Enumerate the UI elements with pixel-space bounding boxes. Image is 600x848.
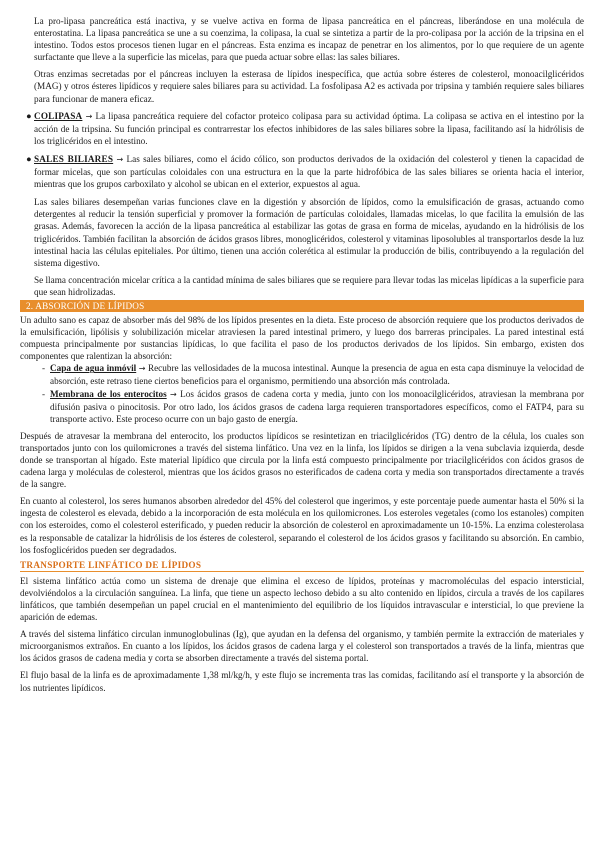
- arrow-right-icon: →: [138, 364, 146, 374]
- sales-paragraph-2: Se llama concentración micelar crítica a la cantidad mínima de sales biliares que se requiere para llevar todas las micelas lipídicas a la superficie para que sean hidrolizadas.: [34, 274, 584, 297]
- item-term: Capa de agua inmóvil: [50, 363, 137, 374]
- bullet-sales-biliares: [20, 153, 584, 190]
- sales-section: [20, 196, 584, 298]
- arrow-right-icon: →: [116, 154, 124, 164]
- item-term: Membrana de los enterocitos: [50, 388, 167, 399]
- section-heading-absorcion: 2. ABSORCIÓN DE LÍPIDOS: [20, 300, 584, 312]
- absorcion-paragraph-2: Después de atravesar la membrana del enterocito, los productos lipídicos se resintetizan en triacilglicéridos (TG) dentro de la célula, los cuales son transportados junto con los quilomicrones a través del sistema linfático. Una vez en la linfa, los lípidos se dirigen a la vena subclavia izquierda, desde donde se transportan al hígado. Este material lipídico que circula por la linfa está compuesto principalmente por triacilglicéridos con ácidos grasos de cadena larga y moléculas de colesterol, mientras que los ácidos grasos no esterificados de cadena corta y media son transportados directamente a través de la sangre.: [20, 430, 584, 490]
- bullet-colipasa: [20, 110, 584, 147]
- bullet-term: COLIPASA: [34, 110, 83, 121]
- bullet-dot-icon: ●: [26, 110, 32, 121]
- bullet-term: SALES BILIARES: [34, 153, 114, 164]
- bullet-dot-icon: ●: [26, 153, 32, 164]
- sales-paragraph-1: Las sales biliares desempeñan varias funciones clave en la digestión y absorción de lípidos, como la emulsificación de grasas, actuando como detergentes al reducir la tensión superficial y promover la formación de partículas coloidales, llamadas micelas, lo que facilita la emulsión de las grasas. Además, favorecen la acción de la lipasa pancreática al estabilizar las gotas de grasa en forma de micelas, ayudando en la hidrólisis de los triglicéridos. También facilitan la absorción de ácidos grasos libres, monoglicéridos, colesterol y vitaminas liposolubles al transportarlos desde la luz intestinal hacia las células epiteliales. Por último, tienen una acción colerética al estimular la producción de bilis, contribuyendo a la regulación del sistema digestivo.: [34, 197, 584, 268]
- item-text: Recubre las vellosidades de la mucosa intestinal. Aunque la presencia de agua en esta capa disminuye la velocidad de absorción, este retraso tiene ciertos beneficios para el organismo, permitiendo una absorción más controlada.: [50, 363, 585, 387]
- section-heading-transporte: TRANSPORTE LINFÁTICO DE LÍPIDOS: [20, 559, 584, 572]
- arrow-right-icon: →: [170, 389, 177, 399]
- intro-paragraph-1: La pro-lipasa pancreática está inactiva, y se vuelve activa en forma de lipasa pancreática en el páncreas, liberándose en una molécula de enterostatina. La lipasa pancreática se une a su coenzima, la colipasa, la cual se sintetiza a partir de la pro-colipasa por la acción de la tripsina en el intestino. Todos estos procesos tienen lugar en el páncreas. Esta enzima es incapaz de penetrar en los alimentos, por lo que requiere de un agente surfactante que lleve a la superficie las micelas, para que pueda actuar sobre ellas: las sales biliares.: [34, 16, 584, 63]
- absorcion-paragraph-1: Un adulto sano es capaz de absorber más del 98% de los lípidos presentes en la dieta. Este proceso de absorción requiere que los productos derivados de la emulsificación, lipólisis y solubilización micelar atraviesen la pared intestinal primero, y luego dos barreras principales. La pared intestinal está compuesta principalmente por sustancias lipídicas, lo que facilita el paso de los productos derivados de los lípidos. Sin embargo, existen dos componentes que ralentizan la absorción:: [20, 314, 584, 362]
- absorcion-item-membrana: [20, 388, 584, 425]
- transporte-paragraph-2: A través del sistema linfático circulan inmunoglobulinas (Ig), que ayudan en la defensa del organismo, y también permite la extracción de materiales y microorganismos extraños. En cuanto a los lípidos, los ácidos grasos de cadena larga y el colesterol son transportados a través de la linfa, mientras que los ácidos grasos de cadena media y corta se absorben directamente a través del sistema portal.: [20, 629, 584, 664]
- item-text: Los ácidos grasos de cadena corta y media, junto con los monoacilglicéridos, atraviesan la membrana por difusión pasiva o pinocitosis. Por otro lado, los ácidos grasos de cadena larga requieren transportadores específicos, como el FATP4, para su transporte activo. Este proceso ocurre con un bajo gasto de energía.: [50, 388, 585, 424]
- dash-marker: -: [42, 363, 46, 374]
- transporte-paragraph-3: El flujo basal de la linfa es de aproximadamente 1,38 ml/kg/h, y este flujo se incrementa tras las comidas, facilitando así el transporte y la absorción de los nutrientes lipídicos.: [20, 670, 584, 693]
- arrow-right-icon: →: [85, 111, 93, 121]
- intro-paragraph-2: Otras enzimas secretadas por el páncreas incluyen la esterasa de lípidos inespecífica, que actúa sobre ésteres de colesterol, monoacilglicéridos (MAG) y otros ésteres lipídicos y requiere sales biliares para su actividad. La fosfolipasa A2 es activada por tripsina y también requiere sales biliares para funcionar de manera eficaz.: [34, 69, 584, 104]
- dash-marker: -: [42, 388, 46, 399]
- absorcion-paragraph-3: En cuanto al colesterol, los seres humanos absorben alrededor del 45% del colesterol que ingerimos, y este porcentaje puede aumentar hasta el 50% si la ingesta de colesterol es elevada, debido a la incorporación de esta molécula en los quilomicrones. Los esteroles vegetales (como los estanoles) compiten con los esteroides, como el colesterol esterificado, y pueden reducir la absorción de colesterol en aproximadamente un 10-15%. La enzima colesterolasa es la responsable de catalizar la hidrólisis de los ésteres de colesterol, separando el colesterol de los ácidos grasos y facilitando su absorción. En cambio, los fosfoglicéridos pueden ser degradados.: [20, 496, 584, 555]
- absorcion-item-capa-agua: [20, 362, 584, 387]
- intro-section: [20, 15, 584, 105]
- bullet-text: La lipasa pancreática requiere del cofactor proteico colipasa para su actividad óptima. La colipasa se activa en el intestino por la acción de la tripsina. Su función principal es contrarrestar los efectos inhibidores de las sales biliares sobre la lipasa, facilitando así la hidrólisis de los triglicéridos en el intestino.: [34, 110, 585, 146]
- bullet-text: Las sales biliares, como el ácido cólico, son productos derivados de la oxidación del colesterol y tienen la capacidad de formar micelas, que son partículas coloidales con una estructura en la que la parte hidrofóbica de las sales biliares se orienta hacia el interior, mientras que los grupos carboxilato y alcohol se ubican en el exterior, expuestos al agua.: [34, 153, 585, 190]
- transporte-paragraph-1: El sistema linfático actúa como un sistema de drenaje que elimina el exceso de lípidos, proteínas y macromoléculas del espacio intersticial, devolviéndolos a la circulación sanguínea. La linfa, que tiene un aspecto lechoso debido a su alto contenido en lípidos, circula a través de los capilares linfáticos, que también desempeñan un papel crucial en el mantenimiento del equilibrio de los líquidos intravascular e intersticial, lo que previene la aparición de edemas.: [20, 575, 584, 623]
